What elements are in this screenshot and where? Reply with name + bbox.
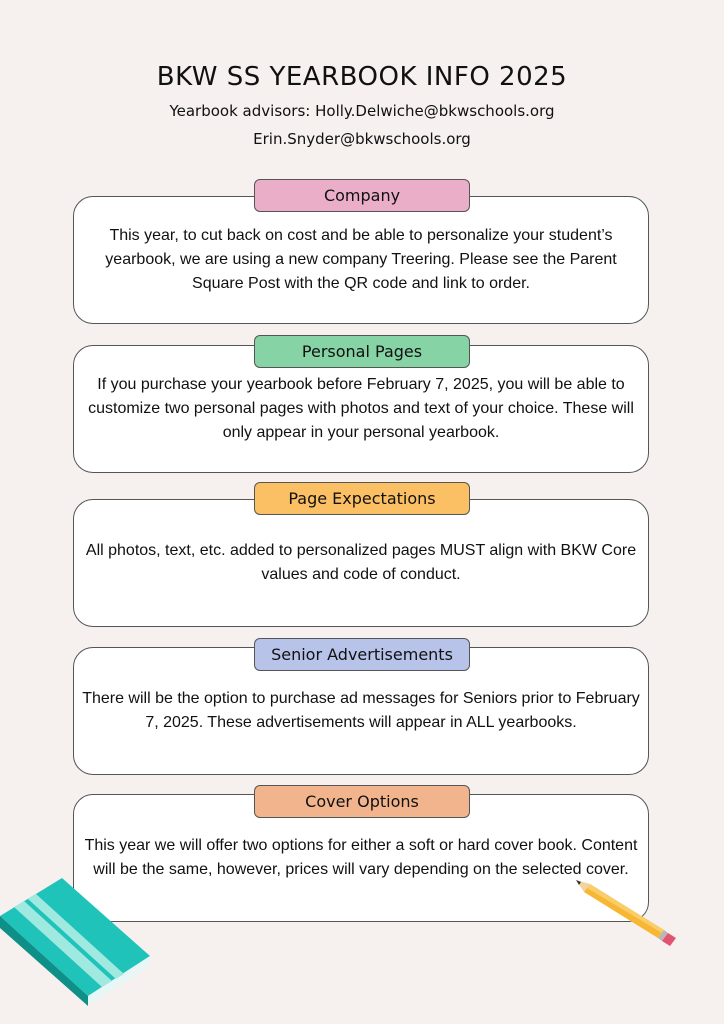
section-label: Company: [254, 179, 470, 212]
section-text: There will be the option to purchase ad messages for Seniors prior to February 7, 2025. These advertisements will appear in ALL yearbooks.: [82, 690, 640, 731]
section-label: Cover Options: [254, 785, 470, 818]
page-title: BKW SS YEARBOOK INFO 2025: [156, 62, 568, 92]
book-icon: [0, 878, 160, 1008]
section-text: If you purchase your yearbook before February 7, 2025, you will be able to customize two personal pages with photos and text of your choice. These will only appear in your personal yearbook.: [88, 376, 634, 441]
section-text: This year we will offer two options for either a soft or hard cover book. Content will be the same, however, prices will vary depending on the selected cover.: [84, 837, 638, 878]
page-header: [0, 58, 724, 152]
section-card: [73, 196, 649, 324]
section-card: [73, 499, 649, 627]
pencil-icon: [572, 876, 684, 946]
advisors-line-2: Erin.Snyder@bkwschools.org: [253, 130, 471, 148]
section-text: This year, to cut back on cost and be able to personalize your student’s yearbook, we are using a new company Treering. Please see the Parent Square Post with the QR code and link to order.: [105, 227, 617, 292]
section-label: Page Expectations: [254, 482, 470, 515]
section-text: All photos, text, etc. added to personalized pages MUST align with BKW Core values and code of conduct.: [85, 542, 637, 583]
advisors-line-1: Yearbook advisors: Holly.Delwiche@bkwschools.org: [169, 102, 555, 120]
section-label: Personal Pages: [254, 335, 470, 368]
section-label: Senior Advertisements: [254, 638, 470, 671]
